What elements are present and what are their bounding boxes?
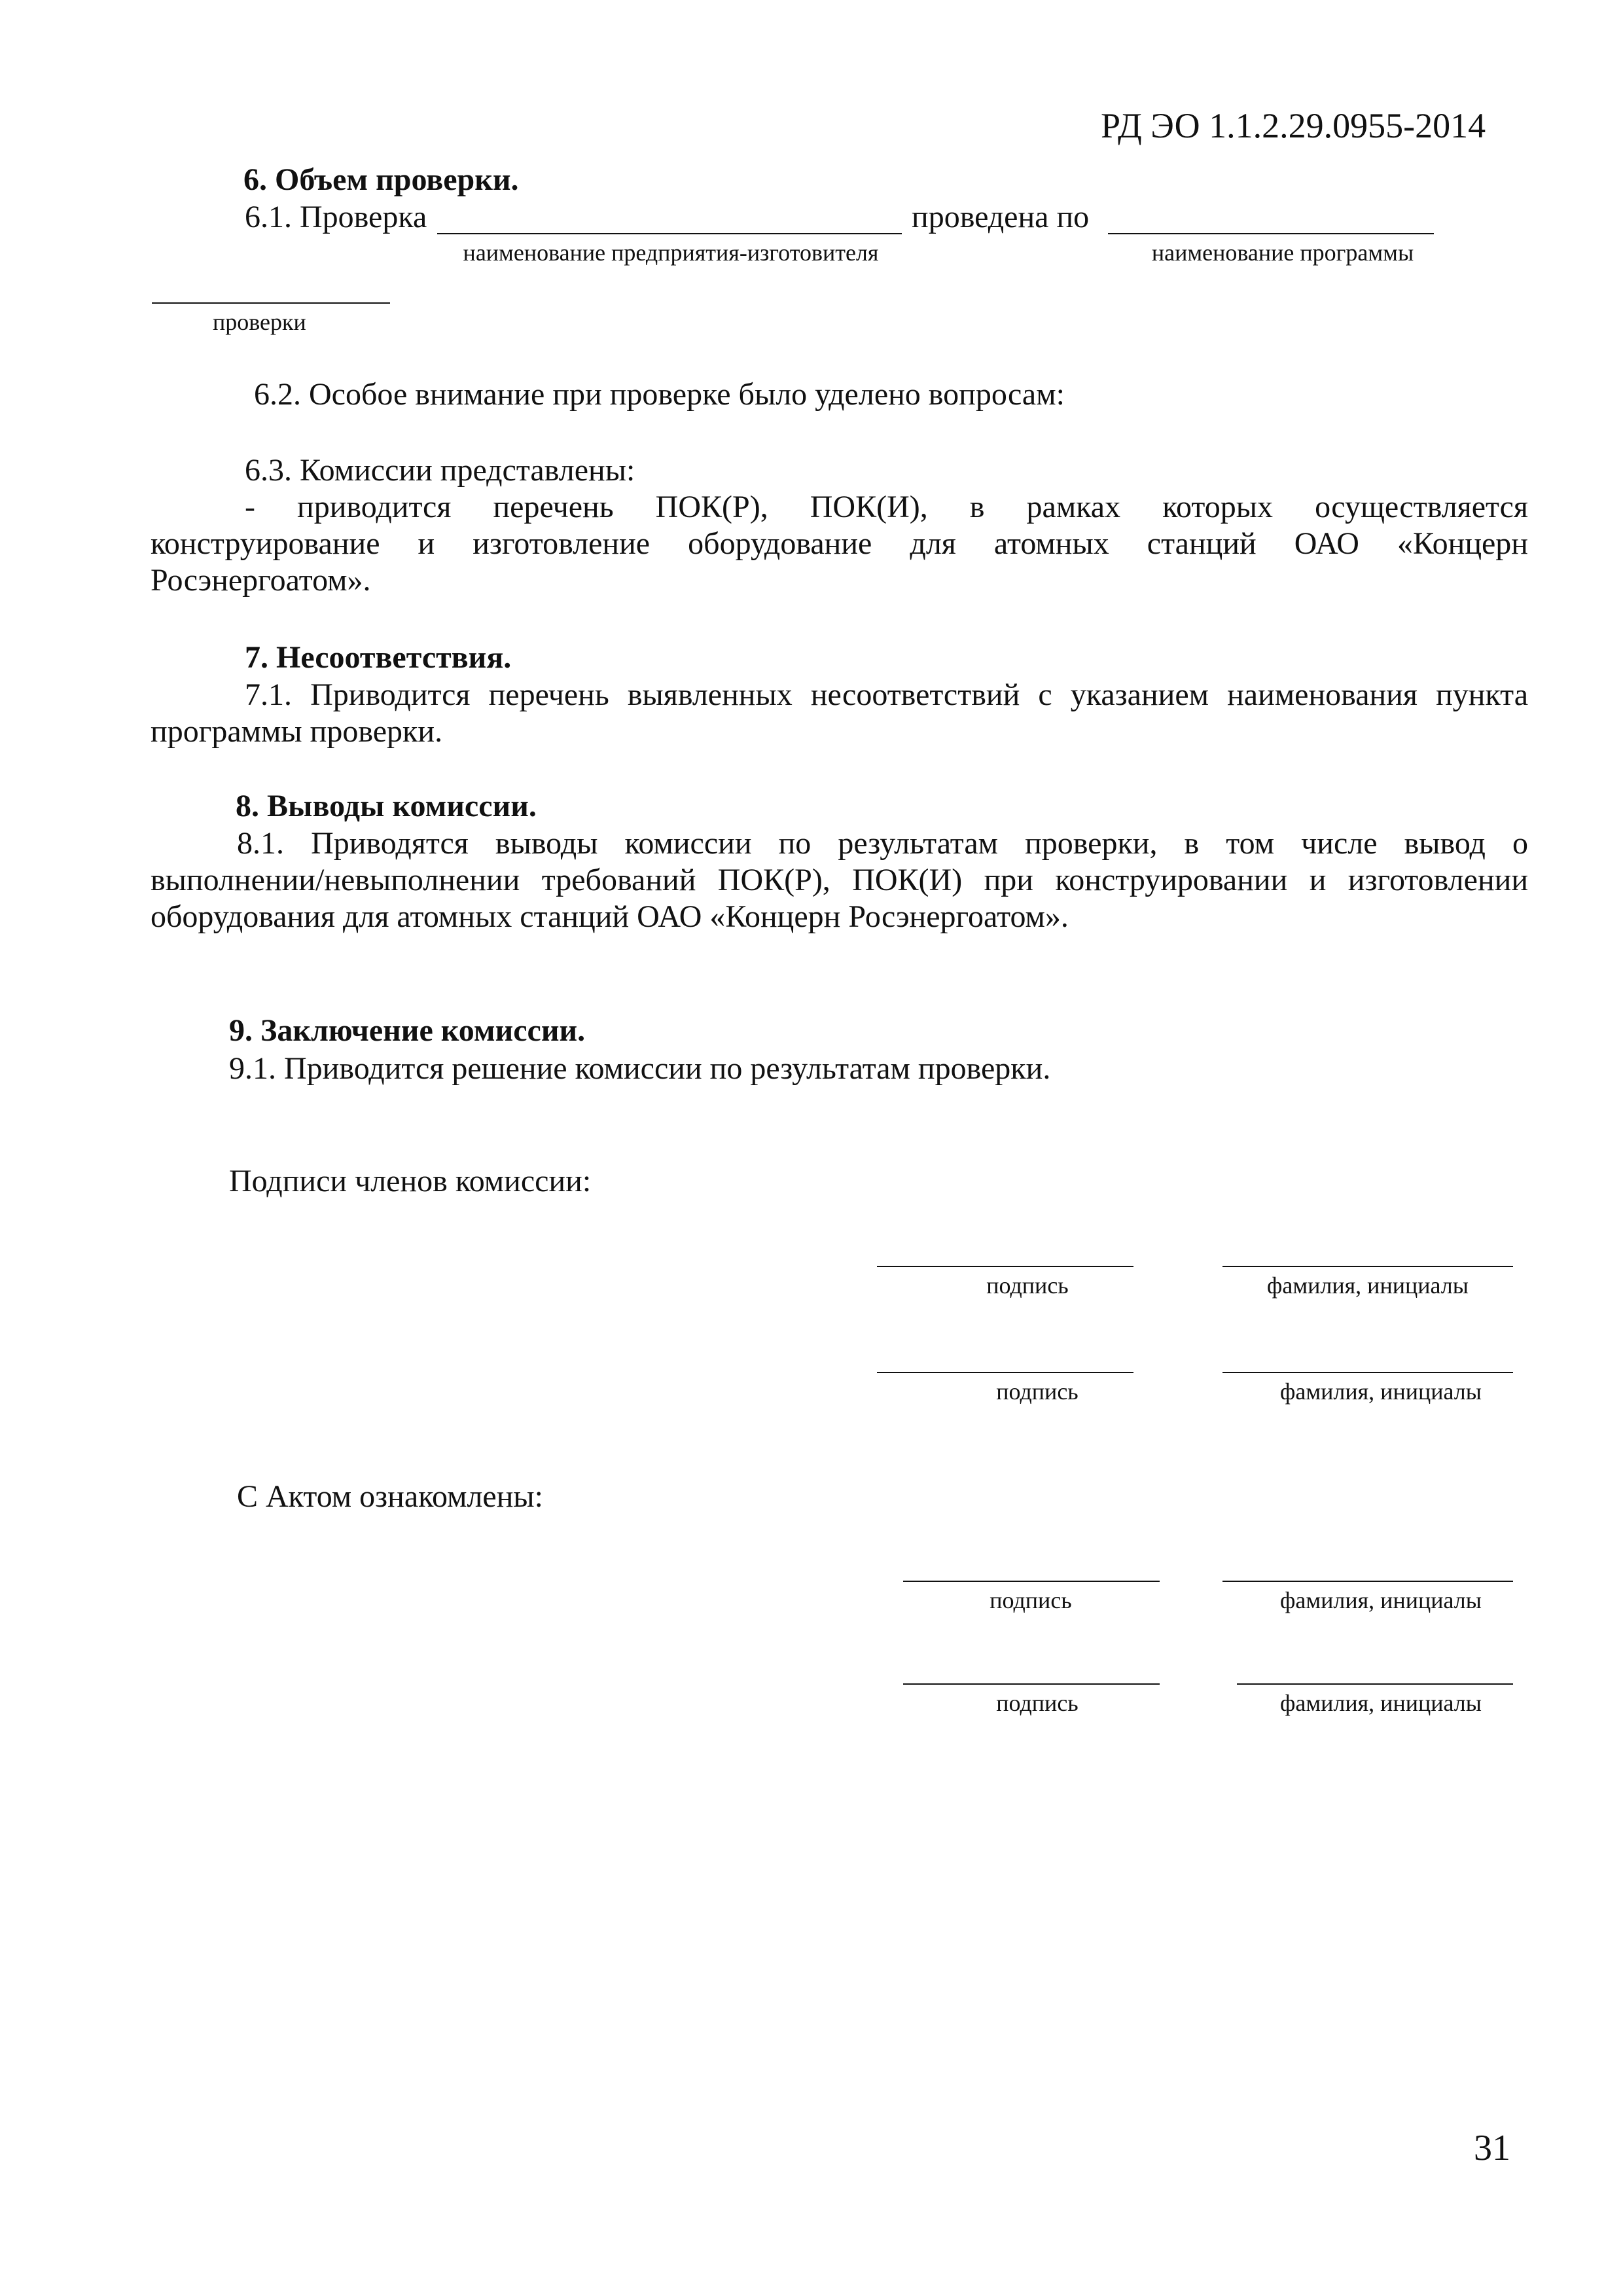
- signature-caption: подпись: [996, 1378, 1079, 1405]
- name-line: [1222, 1266, 1513, 1267]
- program-name-caption: наименование программы: [1151, 240, 1414, 266]
- name-caption: фамилия, инициалы: [1280, 1378, 1482, 1405]
- paragraph-8-1-line-2: выполнении/невыполнении требований ПОК(Р), ПОК(И) при конструировании и изготовлении: [151, 863, 1528, 897]
- commission-signatures-label: Подписи членов комиссии:: [229, 1164, 592, 1198]
- program-name-line: [1108, 233, 1434, 234]
- paragraph-8-1-line-1: 8.1. Приводятся выводы комиссии по результатам проверки, в том числе вывод о: [237, 826, 1528, 861]
- signature-caption: подпись: [990, 1587, 1072, 1613]
- name-line: [1237, 1683, 1513, 1685]
- name-caption: фамилия, инициалы: [1267, 1272, 1469, 1299]
- paragraph-6-3-line-3: Росэнергоатом».: [151, 563, 371, 598]
- section-7-heading: 7. Несоответствия.: [245, 640, 512, 675]
- section-9-heading: 9. Заключение комиссии.: [229, 1013, 586, 1048]
- signature-caption: подпись: [996, 1690, 1079, 1716]
- name-line: [1222, 1372, 1513, 1373]
- paragraph-6-3-line-2: конструирование и изготовление оборудование для атомных станций ОАО «Концерн: [151, 526, 1528, 561]
- name-caption: фамилия, инициалы: [1280, 1690, 1482, 1716]
- name-line: [1222, 1581, 1513, 1582]
- signature-line: [877, 1266, 1133, 1267]
- signature-caption: подпись: [986, 1272, 1069, 1299]
- paragraph-6-3: 6.3. Комиссии представлены:: [245, 453, 635, 488]
- paragraph-7-1-line-2: программы проверки.: [151, 714, 443, 749]
- manufacturer-name-caption: наименование предприятия-изготовителя: [463, 240, 879, 266]
- paragraph-9-1: 9.1. Приводится решение комиссии по результатам проверки.: [229, 1051, 1051, 1086]
- signature-line: [903, 1683, 1160, 1685]
- program-name-continuation-line: [152, 302, 390, 304]
- signature-line: [903, 1581, 1160, 1582]
- section-6-heading: 6. Объем проверки.: [243, 162, 519, 197]
- acquainted-label: С Актом ознакомлены:: [237, 1479, 543, 1514]
- paragraph-6-1-prefix: 6.1. Проверка: [245, 200, 427, 234]
- manufacturer-name-line: [437, 233, 902, 234]
- paragraph-6-2: 6.2. Особое внимание при проверке было уделено вопросам:: [254, 377, 1065, 412]
- paragraph-6-1-middle: проведена по: [912, 200, 1090, 234]
- check-caption: проверки: [213, 309, 306, 335]
- name-caption: фамилия, инициалы: [1280, 1587, 1482, 1613]
- section-8-heading: 8. Выводы комиссии.: [236, 789, 537, 823]
- signature-line: [877, 1372, 1133, 1373]
- page-number: 31: [1474, 2128, 1510, 2168]
- paragraph-7-1-line-1: 7.1. Приводится перечень выявленных несоответствий с указанием наименования пункта: [245, 677, 1528, 712]
- paragraph-6-3-line-1: - приводится перечень ПОК(Р), ПОК(И), в рамках которых осуществляется: [245, 490, 1528, 524]
- document-code: РД ЭО 1.1.2.29.0955-2014: [1101, 106, 1486, 145]
- paragraph-8-1-line-3: оборудования для атомных станций ОАО «Концерн Росэнергоатом».: [151, 899, 1069, 934]
